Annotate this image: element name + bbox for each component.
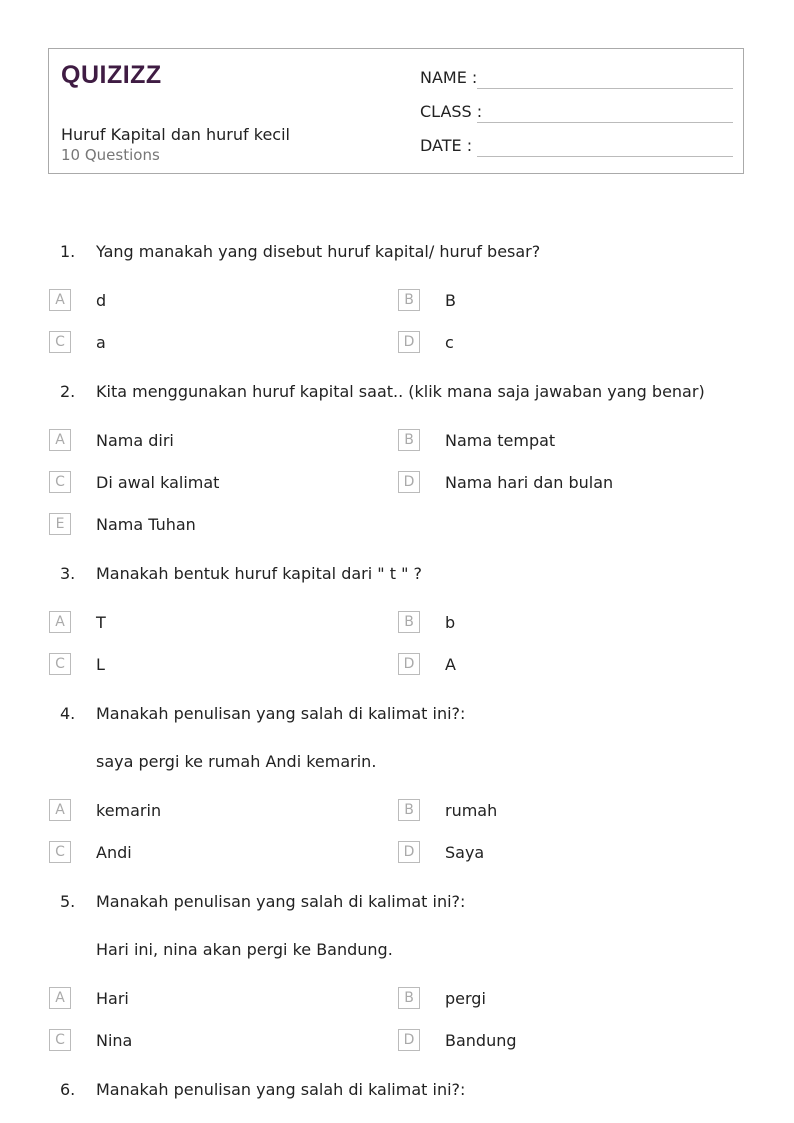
option-text: Nama diri xyxy=(96,431,174,450)
option-letter-box[interactable]: D xyxy=(398,653,420,675)
option-letter-box[interactable]: D xyxy=(398,331,420,353)
option-text: Hari xyxy=(96,989,129,1008)
question-number: 1. xyxy=(60,242,76,261)
option-letter-box[interactable]: C xyxy=(49,653,71,675)
option-letter-box[interactable]: B xyxy=(398,429,420,451)
option-text: B xyxy=(445,291,456,310)
option-letter-box[interactable]: C xyxy=(49,841,71,863)
option-letter-box[interactable]: C xyxy=(49,471,71,493)
date-line xyxy=(477,156,733,157)
option-letter-box[interactable]: B xyxy=(398,289,420,311)
option-letter-box[interactable]: D xyxy=(398,841,420,863)
option-text: a xyxy=(96,333,106,352)
option-letter-box[interactable]: A xyxy=(49,987,71,1009)
date-label: DATE : xyxy=(420,136,473,155)
name-line xyxy=(477,88,733,89)
question-subtext: Hari ini, nina akan pergi ke Bandung. xyxy=(96,940,393,959)
question-text: Manakah penulisan yang salah di kalimat ini?: xyxy=(96,1080,466,1099)
option-text: kemarin xyxy=(96,801,162,820)
option-text: pergi xyxy=(445,989,486,1008)
option-letter-box[interactable]: C xyxy=(49,1029,71,1051)
option-letter-box[interactable]: A xyxy=(49,289,71,311)
option-text: rumah xyxy=(445,801,498,820)
option-text: Nina xyxy=(96,1031,133,1050)
option-text: Nama hari dan bulan xyxy=(445,473,614,492)
option-text: Nama tempat xyxy=(445,431,556,450)
option-letter-box[interactable]: B xyxy=(398,611,420,633)
option-letter-box[interactable]: A xyxy=(49,611,71,633)
date-field xyxy=(420,136,472,155)
question-subtext: saya pergi ke rumah Andi kemarin. xyxy=(96,752,377,771)
quiz-title: Huruf Kapital dan huruf kecil xyxy=(61,125,290,144)
name-field xyxy=(420,68,477,87)
option-letter-box[interactable]: E xyxy=(49,513,71,535)
question-text: Manakah penulisan yang salah di kalimat ini?: xyxy=(96,704,466,723)
question-number: 3. xyxy=(60,564,76,583)
option-text: b xyxy=(445,613,456,632)
question-number: 6. xyxy=(60,1080,76,1099)
option-text: c xyxy=(445,333,454,352)
quizizz-logo: QUIZIZZ xyxy=(61,61,162,89)
option-text: L xyxy=(96,655,105,674)
option-letter-box[interactable]: D xyxy=(398,1029,420,1051)
option-text: A xyxy=(445,655,456,674)
class-field xyxy=(420,102,482,121)
question-number: 5. xyxy=(60,892,76,911)
worksheet-header xyxy=(48,48,744,174)
option-letter-box[interactable]: A xyxy=(49,799,71,821)
option-letter-box[interactable]: D xyxy=(398,471,420,493)
option-letter-box[interactable]: B xyxy=(398,987,420,1009)
question-number: 2. xyxy=(60,382,76,401)
option-text: Saya xyxy=(445,843,485,862)
option-letter-box[interactable]: A xyxy=(49,429,71,451)
option-text: T xyxy=(96,613,106,632)
option-text: Nama Tuhan xyxy=(96,515,196,534)
option-text: Bandung xyxy=(445,1031,517,1050)
option-text: Andi xyxy=(96,843,132,862)
question-text: Yang manakah yang disebut huruf kapital/ huruf besar? xyxy=(96,242,541,261)
option-letter-box[interactable]: C xyxy=(49,331,71,353)
option-text: Di awal kalimat xyxy=(96,473,220,492)
option-letter-box[interactable]: B xyxy=(398,799,420,821)
question-text: Manakah bentuk huruf kapital dari " t " ? xyxy=(96,564,423,583)
name-label: NAME : xyxy=(420,68,478,87)
option-text: d xyxy=(96,291,107,310)
question-number: 4. xyxy=(60,704,76,723)
question-text: Manakah penulisan yang salah di kalimat ini?: xyxy=(96,892,466,911)
question-count: 10 Questions xyxy=(61,146,160,164)
class-label: CLASS : xyxy=(420,102,483,121)
class-line xyxy=(477,122,733,123)
question-text: Kita menggunakan huruf kapital saat.. (klik mana saja jawaban yang benar) xyxy=(96,382,705,401)
